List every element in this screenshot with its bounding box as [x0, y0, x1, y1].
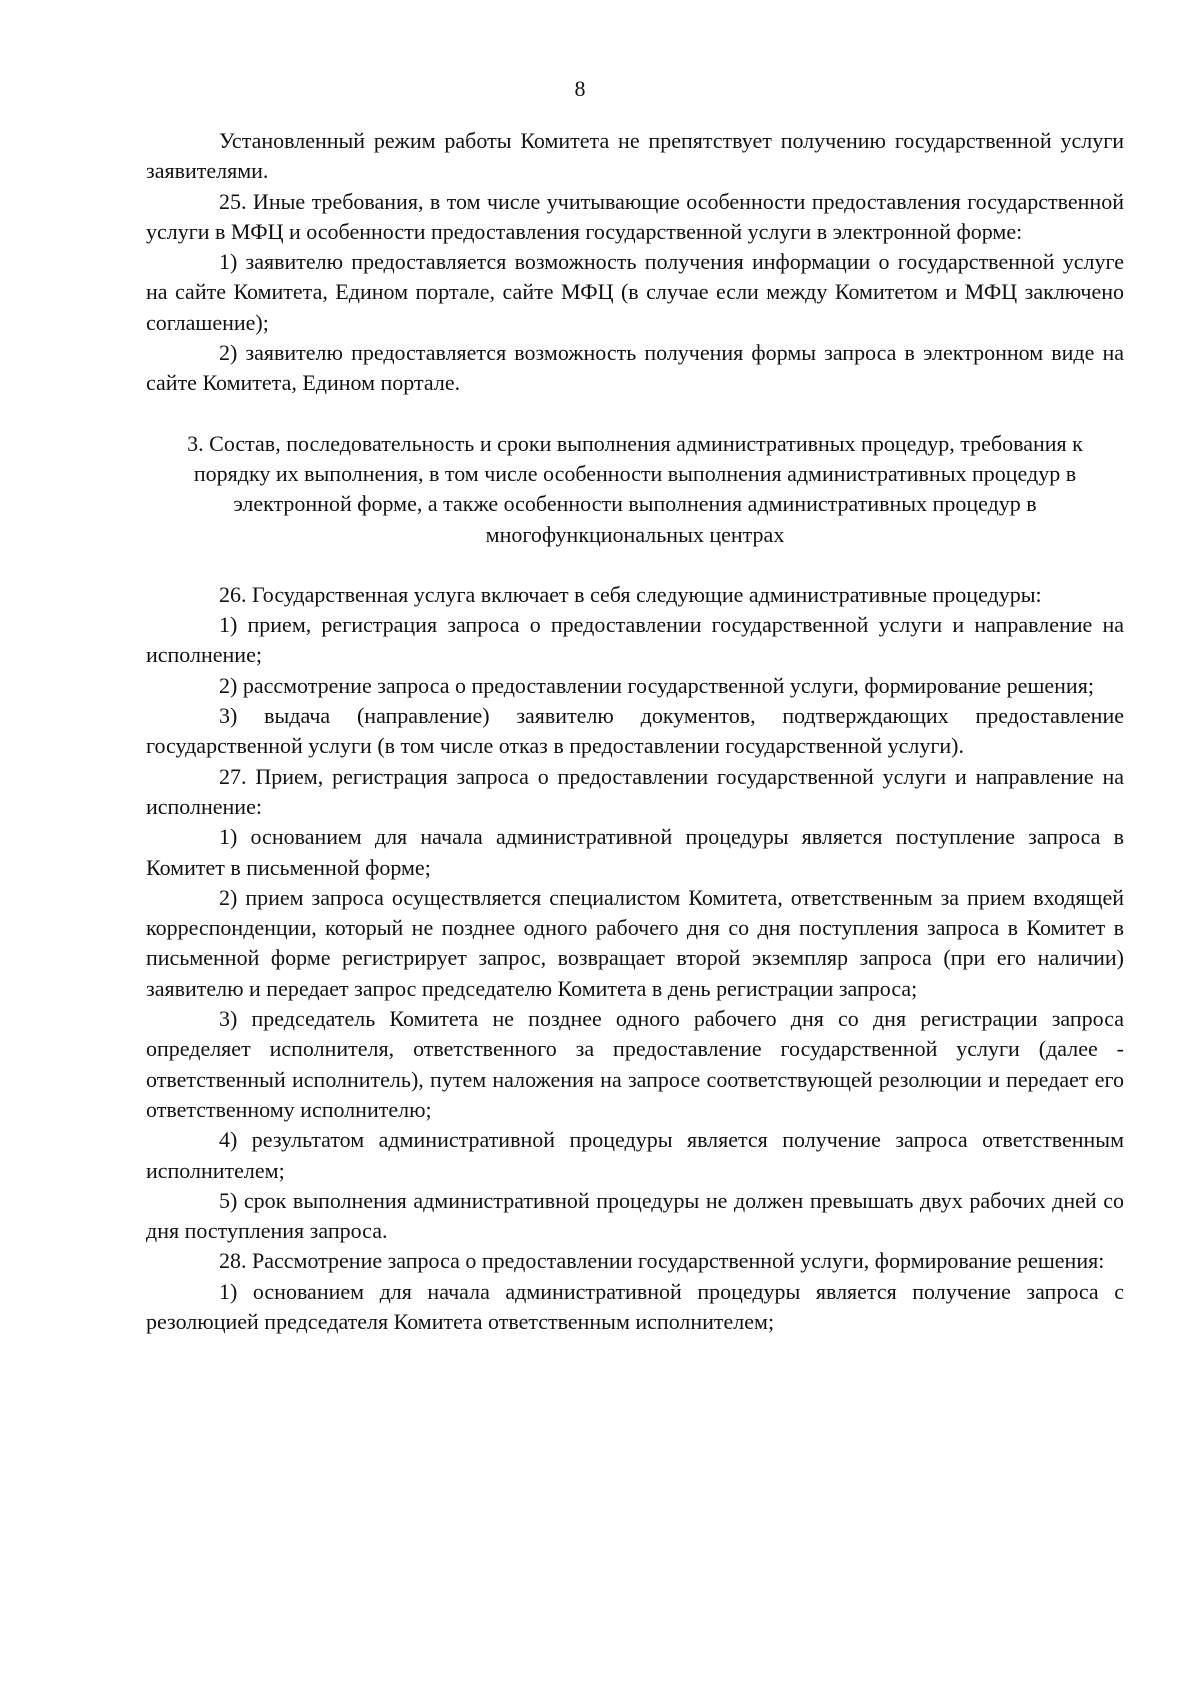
- paragraph: 2) заявителю предоставляется возможность получения формы запроса в электронном виде на сайте Комитета, Едином портале.: [146, 340, 1124, 396]
- section-heading: 3. Состав, последовательность и сроки выполнения административных процедур, требования к порядку их выполнения, в том числе особенности выполнения административных процедур в электронной форме, а также особенности выполнения административных процедур в многофункциональных центрах: [187, 430, 1083, 547]
- paragraph: 1) прием, регистрация запроса о предоставлении государственной услуги и направление на исполнение;: [146, 612, 1124, 668]
- paragraph: 1) заявителю предоставляется возможность получения информации о государственной услуге на сайте Комитета, Едином портале, сайте МФЦ (в случае если между Комитетом и МФЦ заключено соглашение);: [146, 249, 1124, 335]
- paragraph: 5) срок выполнения административной процедуры не должен превышать двух рабочих дней со дня поступления запроса.: [146, 1187, 1124, 1244]
- paragraph: Установленный режим работы Комитета не препятствует получению государственной услуги заявителями.: [146, 128, 1124, 184]
- paragraph: 25. Иные требования, в том числе учитывающие особенности предоставления государственной услуги в МФЦ и особенности предоставления государственной услуги в электронной форме:: [146, 188, 1124, 244]
- paragraph: 2) прием запроса осуществляется специалистом Комитета, ответственным за прием входящей корреспонденции, который не позднее одного рабочего дня со дня поступления запроса в Комитет в письменной форме регистрирует запрос, возвращает второй экземпляр запроса (при его наличии) заявителю и передает запрос председателю Комитета в день регистрации запроса;: [146, 884, 1124, 1001]
- paragraph: 1) основанием для начала административной процедуры является получение запроса с резолюцией председателя Комитета ответственным исполнителем;: [146, 1278, 1124, 1334]
- document-body: [146, 126, 1124, 1337]
- paragraph: 3) выдача (направление) заявителю документов, подтверждающих предоставление государственной услуги (в том числе отказ в предоставлении государственной услуги).: [146, 703, 1124, 759]
- page-number: 8: [574, 76, 586, 101]
- paragraph: 1) основанием для начала административной процедуры является поступление запроса в Комитет в письменной форме;: [146, 824, 1124, 880]
- paragraph: 3) председатель Комитета не позднее одного рабочего дня со дня регистрации запроса определяет исполнителя, ответственного за предоставление государственной услуги (далее - ответственный исполнитель), путем наложения на запросе соответствующей резолюции и передает его ответственному исполнителю;: [146, 1006, 1124, 1122]
- paragraph: 26. Государственная услуга включает в себя следующие административные процедуры:: [219, 581, 1042, 607]
- paragraph: 28. Рассмотрение запроса о предоставлении государственной услуги, формирование решения:: [219, 1248, 1105, 1274]
- paragraph: 4) результатом административной процедуры является получение запроса ответственным исполнителем;: [146, 1127, 1124, 1183]
- paragraph: 27. Прием, регистрация запроса о предоставлении государственной услуги и направление на исполнение:: [146, 763, 1124, 819]
- paragraph: 2) рассмотрение запроса о предоставлении государственной услуги, формирование решения;: [219, 672, 1094, 698]
